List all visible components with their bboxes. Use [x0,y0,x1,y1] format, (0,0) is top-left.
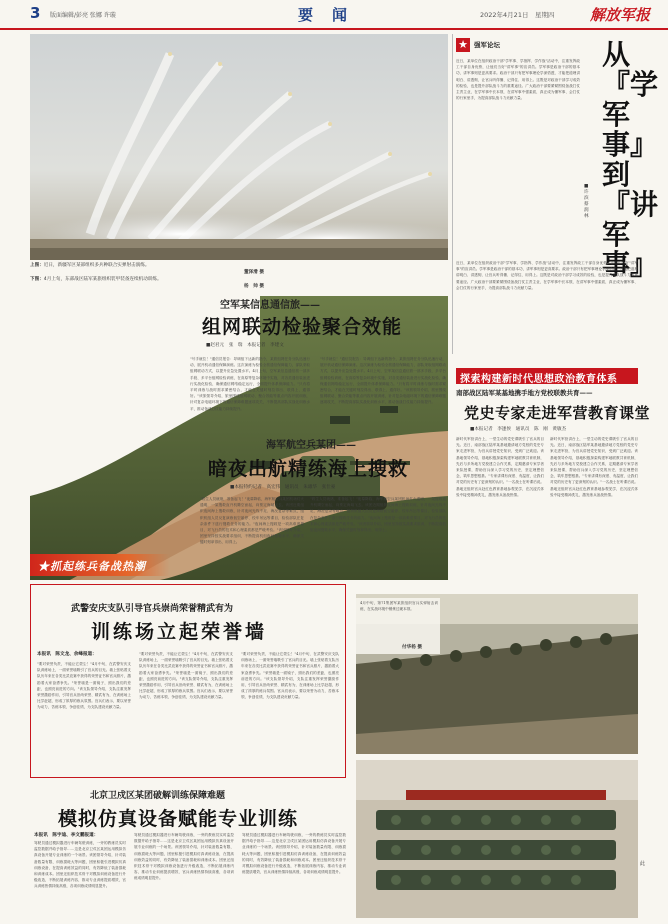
honor-body-col3: "要对荣誉负责，不能让它蒙尘！"4月中旬，在武警安庆支队训练场上，一面荣誉墙吸引了官兵的目光。墙上张贴着支队历年来在各类比武竞赛中获得的荣誉证书和官兵照片，激励着大家奋勇争先。"荣誉墙是一面镜子，照出我们的差距，也照亮前进的方向。"该支队领导介绍，支队注重发挥荣誉激励作用，引导官兵崇尚荣誉、精武有为，在训练场上比学赶超，形成了浓厚的练兵氛围。官兵们表示，要以荣誉为动力，苦练本领，争创佳绩，为支队建设贡献力量。 [241,652,339,700]
navy-headline: 暗夜出航精练海上搜救 [208,458,409,480]
beijing-kicker: 北京卫戍区某团破解训练保障难题 [90,791,226,801]
star-icon: ★ [456,38,470,52]
commentary-column-name: 强军论坛 [474,41,500,49]
commentary-box [456,34,659,356]
beijing-body-col1: 驾驶员通过模拟器进行车辆驾驶训练，一旁的教练员实时监控数据并给予指导……这是北京卫戍区某团运用模拟仿真设备开展专业训练的一个场景。该团领导介绍，针对装备数量有限、训练损耗大等问题，团里积极引进模拟仿真训练设备，在提高训练效益的同时，有效降低了装备损耗和训练成本。团里还组织技术骨干对模拟训练设备进行升级改造，不断拓展训练内容，推动专业训练提质增效，官兵训练热情持续高涨，各项训练成绩明显提升。 [34,841,126,889]
section-label: 要 闻 [298,6,350,24]
commentary-author: ■许滨 蔡润林 [584,184,594,219]
photo-caption-2 [30,276,448,283]
photo-rocket-launch [30,34,448,260]
section-banner [456,368,638,384]
comms-body-col1: "号手就位！"通信员报告：导调组下达新的指令，某旅组网任务分队迅速行动，展开机动通信保障演练。这次演练为检验全旅通信保障能力，部队采取组网联动方式，以提升应急处置水平。4月上旬，空军某信息通信旅一部多手段、多平台组网检验训练，在高原等复杂环境中实施，对各类通信装备进行实战化检验，确保通信网络稳定运行，全面提升体系保障能力。"只有将平时训练与战时需求紧密结合，才能在关键时刻拉得出、联得上、通得好。"该旅领导介绍，旅里围绕组网联动、聚合效能等重点内容开展训练，针对复杂电磁环境下的通信保障难题逐项攻关，不断提高部队实战化训练水平，推动备战打仗能力持续提升。 [190,357,310,411]
navy-kicker: 海军航空兵某团—— [266,440,356,451]
commentary-headline: 从『学军事』到『讲军事』 [602,38,659,281]
caption-1-label: 上图： [30,263,44,268]
caption-2-text: 4月上旬，东部战区陆军某旅组织装甲装备连续机动训练。 [43,277,162,282]
comms-kicker: 空军某信息通信旅—— [220,300,320,311]
beijing-byline: 本报讯 陈宇迪、李文鹏报道： [34,833,99,838]
commentary-body-lower: 近日，某单位在组织政治干部"学军事、学指挥、学作战"活动中，注重发挥政工干部自身优势，让他们当好"讲军事"的宣讲员。学军事是政治干部的基本功，讲军事则是更高要求。政治干部只有把军事理论学深悟透，才能把道理讲明白、讲透彻，让官兵听得懂、记得住、用得上。这既是对政治干部学习成效的检验，也是提升部队战斗力的重要途径。广大政治干部要紧紧围绕备战打仗主责主业，在学军事中长本领，在讲军事中强素质，真正成为懂军事、会打仗的行家里手，为提高部队战斗力贡献力量。 [456,261,638,290]
caption-1-text: 近日，新疆军区某部组织多兵种联合实弹射击演练。 [43,263,150,268]
photo-rocket-launch-image [30,34,448,260]
navy-body-col1: "救生人员就绪，准备起飞！"夜幕降临，海军航空兵某团机场灯火通明，一架搜救直升机腾空而起，向预定海域飞去。该团近期组织夜间海上搜救训练，针对夜间光线不足、海况复杂等难点，组织机组人员反复演练低空悬停、绞车吊运等课目，检验部队在复杂条件下遂行搜救任务的能力。"夜间海上搜救是一项高难度课目，对飞行员的技术和心理素质都是严峻考验。"该团领导介绍，团里坚持按实战要求组训，不断提高机组夜间搜救水平，确保关键时刻拿得出、用得上。 [200,497,304,545]
caption-2-label: 下图： [30,277,44,282]
navy-byline: ■本报特约记者 高宏伟 通讯员 朱雄华 张仕豪 [230,485,336,490]
honor-body-col2: "要对荣誉负责，不能让它蒙尘！"4月中旬，在武警安庆支队训练场上，一面荣誉墙吸引了官兵的目光。墙上张贴着支队历年来在各类比武竞赛中获得的荣誉证书和官兵照片，激励着大家奋勇争先。"荣誉墙是一面镜子，照出我们的差距，也照亮前进的方向。"该支队领导介绍，支队注重发挥荣誉激励作用，引导官兵崇尚荣誉、精武有为，在训练场上比学赶超，形成了浓厚的练兵氛围。官兵们表示，要以荣誉为动力，苦练本领，争创佳绩，为支队建设贡献力量。 [139,652,233,700]
commentary-body-upper: 近日，某单位在组织政治干部"学军事、学指挥、学作战"活动中，注重发挥政工干部自身优势，让他们当好"讲军事"的宣讲员。学军事是政治干部的基本功，讲军事则是更高要求。政治干部只有把军事理论学深悟透，才能把道理讲明白、讲透彻，让官兵听得懂、记得住、用得上。这既是对政治干部学习成效的检验，也是提升部队战斗力的重要途径。广大政治干部要紧紧围绕备战打仗主责主业，在学军事中长本领，在讲军事中强素质，真正成为懂军事、会打仗的行家里手，为提高部队战斗力贡献力量。 [456,59,580,101]
newspaper-logo: 解放军报 [590,6,651,24]
south-headline: 党史专家走进军营教育课堂 [464,404,651,422]
photo-credit-1: 董泽滑 摄 [244,270,264,275]
honor-body-col1: "要对荣誉负责，不能让它蒙尘！"4月中旬，在武警安庆支队训练场上，一面荣誉墙吸引了官兵的目光。墙上张贴着支队历年来在各类比武竞赛中获得的荣誉证书和官兵照片，激励着大家奋勇争先。"荣誉墙是一面镜子，照出我们的差距，也照亮前进的方向。"该支队领导介绍，支队注重发挥荣誉激励作用，引导官兵崇尚荣誉、精武有为，在训练场上比学赶超，形成了浓厚的练兵氛围。官兵们表示，要以荣誉为动力，苦练本领，争创佳绩，为支队建设贡献力量。 [37,662,131,710]
south-byline: ■本报记者 李逢侯 通讯员 陈 刚 黄敏杰 [470,427,567,432]
navy-body-col2: "救生人员就绪，准备起飞！"夜幕降临，海军航空兵某团机场灯火通明，一架搜救直升机腾空而起，向预定海域飞去。该团近期组织夜间海上搜救训练，针对夜间光线不足、海况复杂等难点，组织机组人员反复演练低空悬停、绞车吊运等课目，检验部队在复杂条件下遂行搜救任务的能力。"夜间海上搜救是一项高难度课目，对飞行员的技术和心理素质都是严峻考验。"该团领导介绍，团里坚持按实战要求组训，不断提高机组夜间搜救水平，确保关键时刻拿得出、用得上。 [310,497,446,533]
photo-troops-caption: 4月中旬，第71集团军某旅组织官兵实弹射击训练，在实战环境中锤炼过硬本领。 [360,601,438,612]
footer-right-caption: 此 [640,861,646,867]
south-body-col1: 新时代军营讲台上，一堂生动的党史课吸引了官兵的目光。近日，南部战区陆军某基地邀请地方党校的党史专家走进军营，为官兵讲授党史知识，受到广泛欢迎。该基地领导介绍，基地积极探索构建军地联教共育机制，先后与多所地方党校建立合作关系，定期邀请专家学者来队授课，帮助官兵深入学习党的历史，坚定理想信念，筑牢思想根基。"专家讲课有深度、有温度，让我们对党的历史有了更深刻的认识。"一名战士在听课后说。基地还组织官兵赴红色教育基地参观见学，在沉浸式体验中接受精神洗礼，激发练兵备战热情。 [456,437,544,497]
photo-vehicle-lineup-image [356,760,638,918]
section-banner-text: 探索构建新时代思想政治教育体系 [460,374,618,385]
photo-troops-caption-box [356,598,440,654]
beijing-body-col3: 驾驶员通过模拟器进行车辆驾驶训练，一旁的教练员实时监控数据并给予指导……这是北京卫戍区某团运用模拟仿真设备开展专业训练的一个场景。该团领导介绍，针对装备数量有限、训练损耗大等问题，团里积极引进模拟仿真训练设备，在提高训练效益的同时，有效降低了装备损耗和训练成本。团里还组织技术骨干对模拟训练设备进行升级改造，不断拓展训练内容，推动专业训练提质增效，官兵训练热情持续高涨，各项训练成绩明显提升。 [242,833,346,875]
photo-vehicle-lineup [356,760,638,918]
tank-banner [30,554,170,576]
page-number: 3 [30,4,41,22]
honor-headline: 训练场立起荣誉墙 [91,621,268,643]
article-beijing-simulation [30,788,350,918]
issue-date: 2022年4月21日 星期四 [480,11,555,19]
photo-caption-1 [30,262,448,269]
beijing-headline: 模拟仿真设备赋能专业训练 [58,808,299,830]
comms-body-col2: "号手就位！"通信员报告：导调组下达新的指令，某旅组网任务分队迅速行动，展开机动通信保障演练。这次演练为检验全旅通信保障能力，部队采取组网联动方式，以提升应急处置水平。4月上旬，空军某信息通信旅一部多手段、多平台组网检验训练，在高原等复杂环境中实施，对各类通信装备进行实战化检验，确保通信网络稳定运行，全面提升体系保障能力。"只有将平时训练与战时需求紧密结合，才能在关键时刻拉得出、联得上、通得好。"该旅领导介绍，旅里围绕组网联动、聚合效能等重点内容开展训练，针对复杂电磁环境下的通信保障难题逐项攻关，不断提高部队实战化训练水平，推动备战打仗能力持续提升。 [320,357,446,405]
south-kicker: 南部战区陆军某基地携手地方党校联教共育—— [456,389,593,397]
honor-byline: 本报讯 陈文龙、余峰报道： [37,652,97,657]
photo-troops-credit: 付华杨 摄 [402,645,422,650]
tank-banner-text: ★抓起练兵备战热潮 [38,560,146,573]
photo-credit-2: 杨 帅 摄 [244,284,264,289]
south-body-col2: 新时代军营讲台上，一堂生动的党史课吸引了官兵的目光。近日，南部战区陆军某基地邀请地方党校的党史专家走进军营，为官兵讲授党史知识，受到广泛欢迎。该基地领导介绍，基地积极探索构建军地联教共育机制，先后与多所地方党校建立合作关系，定期邀请专家学者来队授课，帮助官兵深入学习党的历史，坚定理想信念，筑牢思想根基。"专家讲课有深度、有温度，让我们对党的历史有了更深刻的认识。"一名战士在听课后说。基地还组织官兵赴红色教育基地参观见学，在沉浸式体验中接受精神洗礼，激发练兵备战热情。 [550,437,638,497]
honor-kicker: 武警安庆支队引导官兵崇尚荣誉精武有为 [71,604,234,614]
comms-byline: ■赵君元 张 瑞 本报记者 李建文 [206,343,284,348]
masthead [0,0,668,30]
comms-headline: 组网联动检验聚合效能 [202,316,403,338]
beijing-body-col2: 驾驶员通过模拟器进行车辆驾驶训练，一旁的教练员实时监控数据并给予指导……这是北京卫戍区某团运用模拟仿真设备开展专业训练的一个场景。该团领导介绍，针对装备数量有限、训练损耗大等问题，团里积极引进模拟仿真训练设备，在提高训练效益的同时，有效降低了装备损耗和训练成本。团里还组织技术骨干对模拟训练设备进行升级改造，不断拓展训练内容，推动专业训练提质增效，官兵训练热情持续高涨，各项训练成绩明显提升。 [134,833,234,881]
article-honor-wall [30,584,346,778]
editor-credits: 版面编辑/彭亮 张娜 许璇 [50,12,116,19]
